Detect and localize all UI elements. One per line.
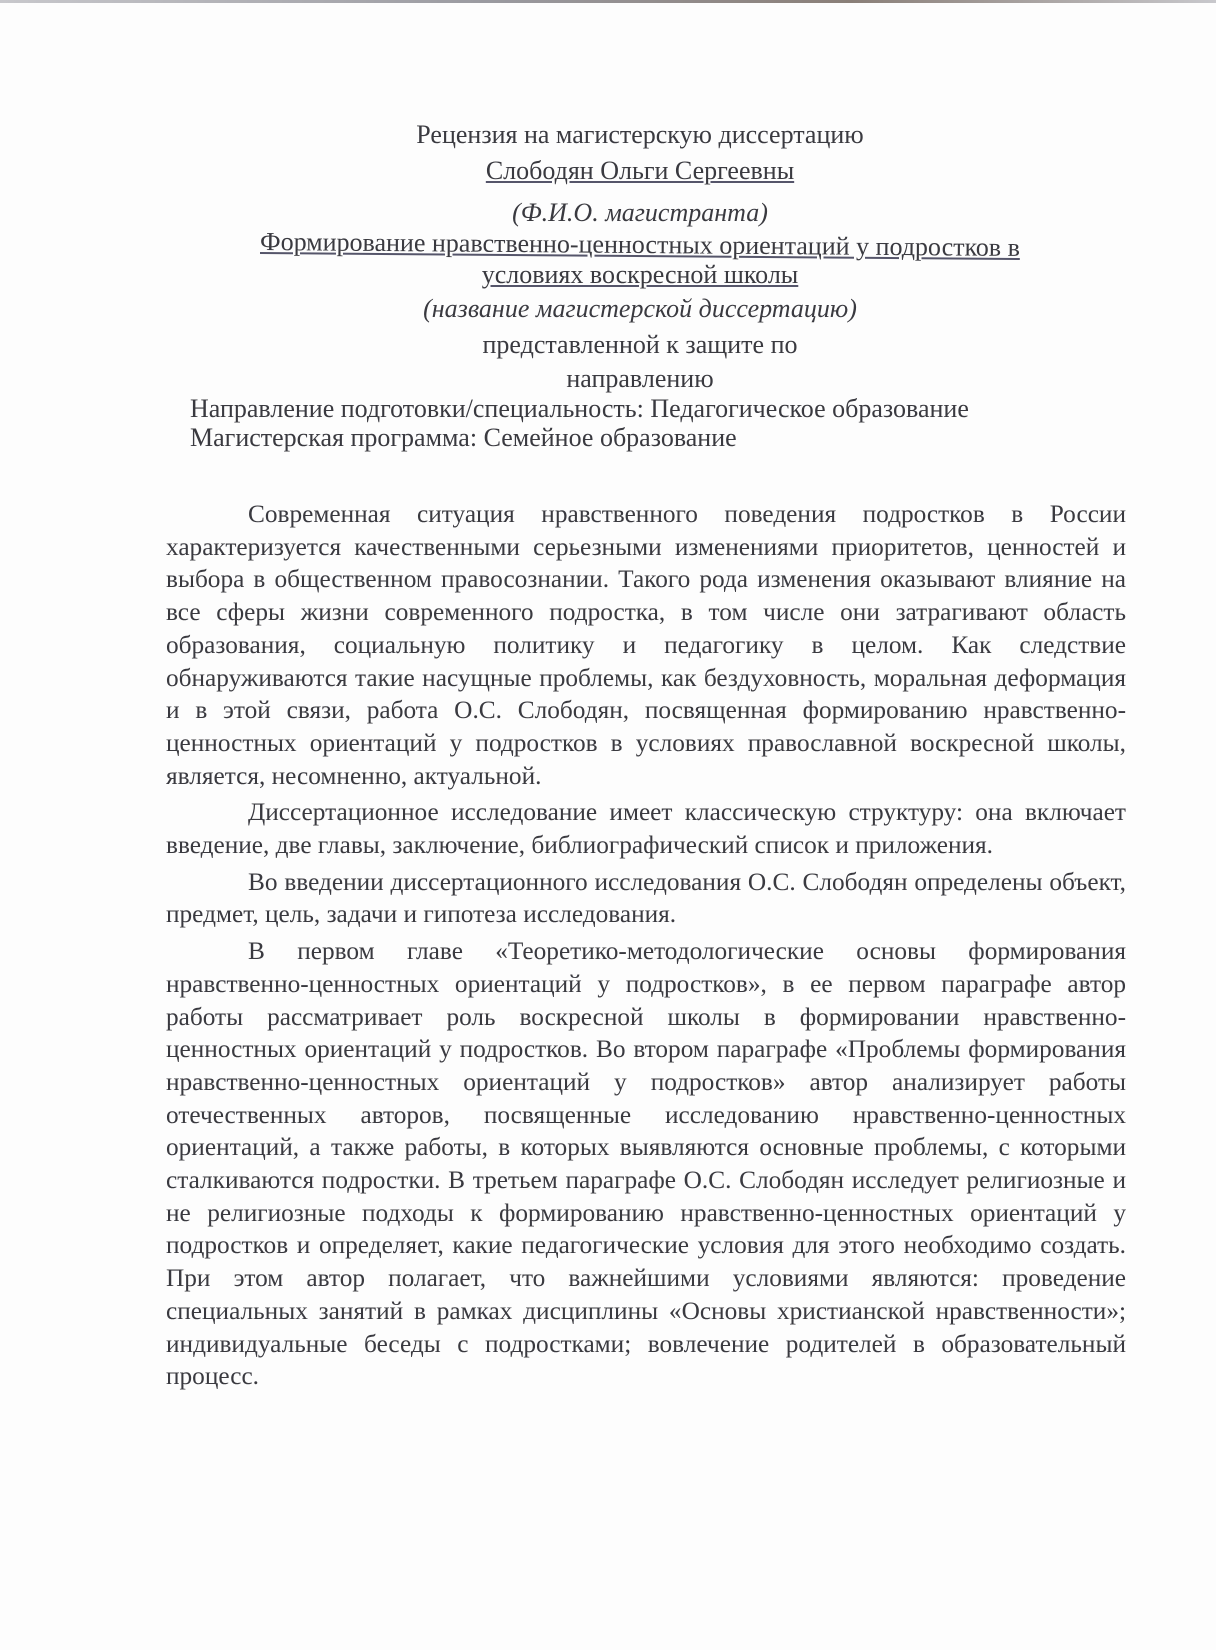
submitted-line-1: представленной к защите по [482,330,798,359]
document-title: Рецензия на магистерскую диссертацию [416,120,864,149]
thesis-title-hint: (название магистерской диссертацию) [423,294,857,323]
paragraph-relevance: Современная ситуация нравственного поведения подростков в России характеризуется качественными серьезными изменениями приоритетов, ценностей и выбора в общественном правосознании. Такого рода изменения оказывают влияние на все сферы жизни современного подростка, в том числе они затрагивают область образования, социальную политику и педагогику в целом. Как следствие обнаруживаются такие насущные проблемы, как бездуховность, моральная деформация и в этой связи, работа О.С. Слободян, посвященная формированию нравственно-ценностных ориентаций у подростков в условиях православной воскресной школы, является, несомненно, актуальной. [166,500,1126,790]
scan-edge [0,0,1216,3]
program-line: Магистерская программа: Семейное образование [190,423,737,452]
direction-line: Направление подготовки/специальность: Педагогическое образование [190,394,969,423]
submitted-line-2: направлению [566,364,714,393]
student-name: Слободян Ольги Сергеевны [485,156,795,185]
review-body [166,498,1126,1393]
paragraph-introduction: Во введении диссертационного исследования О.С. Слободян определены объект, предмет, цель, задачи и гипотеза исследования. [166,867,1126,929]
paragraph-chapter-one: В первом главе «Теоретико-методологические основы формирования нравственно-ценностных ориентаций у подростков», в ее первом параграфе автор работы рассматривает роль воскресной школы в формировании нравственно-ценностных ориентаций у подростков. Во втором параграфе «Проблемы формирования нравственно-ценностных ориентаций у подростков» автор анализирует работы отечественных авторов, посвященные исследованию нравственно-ценностных ориентаций, а также работы, в которых выявляются основные проблемы, с которыми сталкиваются подростки. В третьем параграфе О.С. Слободян исследует религиозные и не религиозные подходы к формированию нравственно-ценностных ориентаций у подростков и определяет, какие педагогические условия для этого необходимо создать. При этом автор полагает, что важнейшими условиями являются: проведение специальных занятий в рамках дисциплины «Основы христианской нравственности»; индивидуальные беседы с подростками; вовлечение родителей в образовательный процесс. [166,937,1126,1391]
thesis-title-line-2: условиях воскресной школы [481,260,799,289]
student-name-hint: (Ф.И.О. магистранта) [512,198,768,227]
paragraph-structure: Диссертационное исследование имеет классическую структуру: она включает введение, две главы, заключение, библиографический список и приложения. [166,798,1126,860]
document-header [150,118,1130,396]
thesis-title-line-1: Формирование нравственно-ценностных ориентаций у подростков в [259,227,1021,262]
